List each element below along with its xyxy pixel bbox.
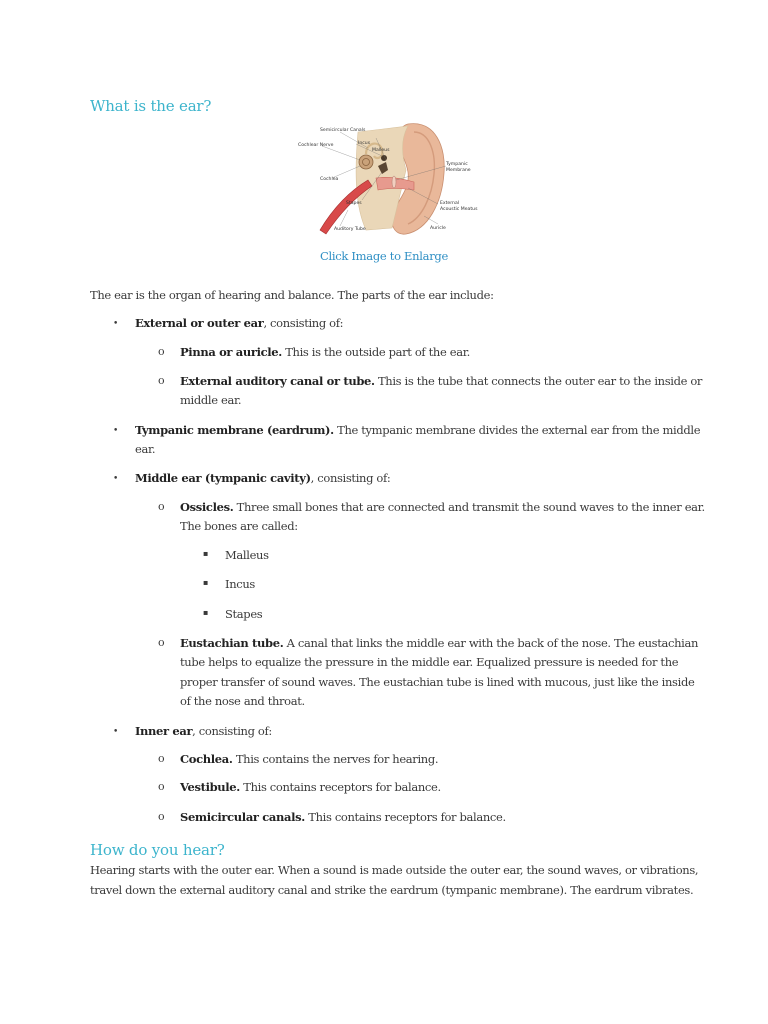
item-text: , consisting of: [263, 316, 344, 330]
square-marker: ▪ [203, 608, 209, 617]
list-item-pinna [180, 343, 470, 363]
circle-marker: o [158, 345, 165, 358]
heading-what-is-the-ear: What is the ear? [90, 97, 212, 115]
label-semicircular-canals: Semicircular Canals [320, 128, 366, 133]
item-text: This contains receptors for balance. [239, 780, 441, 794]
list-item-eustachian-tube [180, 634, 698, 654]
circle-marker: o [158, 752, 165, 765]
label-stapes: Stapes [346, 201, 362, 206]
list-item-middle-ear [135, 469, 390, 489]
ear-anatomy-image[interactable] [296, 118, 482, 236]
term-auditory-canal: External auditory canal or tube. [180, 374, 375, 388]
bullet-marker: • [113, 319, 119, 329]
list-item-external-ear [135, 314, 343, 334]
item-text: A canal that links the middle ear with the back of the nose. The eustachian [283, 636, 699, 650]
list-item-tympanic-cont: ear. [135, 442, 156, 456]
list-item-tympanic-membrane [135, 421, 700, 441]
hearing-paragraph-line-1: Hearing starts with the outer ear. When a sound is made outside the outer ear, the sound waves, or vibrations, [90, 863, 699, 877]
label-cochlear-nerve: Cochlear Nerve [298, 143, 334, 148]
intro-paragraph: The ear is the organ of hearing and balance. The parts of the ear include: [90, 288, 494, 302]
circle-marker: o [158, 374, 165, 387]
circle-marker: o [158, 810, 165, 823]
item-text: , consisting of: [192, 724, 272, 738]
label-external: External [440, 201, 460, 206]
item-text: The tympanic membrane divides the external ear from the middle [333, 423, 701, 437]
item-text: Three small bones that are connected and transmit the sound waves to the inner ear. [233, 500, 705, 514]
term-ossicles: Ossicles. [180, 500, 234, 514]
list-item-auditory-canal-cont: middle ear. [180, 393, 242, 407]
item-text: This contains receptors for balance. [304, 810, 506, 824]
term-vestibule: Vestibule. [180, 780, 240, 794]
item-text: This is the tube that connects the outer ear to the inside or [374, 374, 703, 388]
list-item-eustachian-cont-2: proper transfer of sound waves. The eustachian tube is lined with mucous, just like the inside [180, 675, 695, 689]
list-item-semicircular-canals [180, 808, 506, 828]
list-item-cochlea [180, 750, 438, 770]
term-tympanic-membrane: Tympanic membrane (eardrum). [135, 423, 334, 437]
item-text: , consisting of: [310, 471, 391, 485]
term-middle-ear: Middle ear (tympanic cavity) [135, 471, 311, 485]
list-item-incus: Incus [225, 577, 255, 591]
list-item-eustachian-cont-3: of the nose and throat. [180, 694, 305, 708]
list-item-auditory-canal [180, 372, 702, 392]
circle-marker: o [158, 500, 165, 513]
item-text: This is the outside part of the ear. [281, 345, 470, 359]
term-external-ear: External or outer ear [135, 316, 264, 330]
item-text: This contains the nerves for hearing. [232, 752, 439, 766]
list-item-vestibule [180, 778, 441, 798]
bullet-marker: • [113, 727, 119, 737]
label-auricle: Auricle [430, 226, 446, 231]
label-tympanic: Tympanic [446, 162, 468, 167]
label-incus: Incus [358, 141, 371, 146]
bullet-marker: • [113, 474, 119, 484]
list-item-stapes: Stapes [225, 607, 263, 621]
list-item-eustachian-cont-1: tube helps to equalize the pressure in the middle ear. Equalized pressure is needed for the [180, 655, 679, 669]
heading-how-do-you-hear: How do you hear? [90, 841, 225, 859]
label-cochlea: Cochlea [320, 177, 339, 182]
label-malleus: Malleus [372, 148, 390, 153]
click-to-enlarge-link[interactable]: Click Image to Enlarge [320, 249, 448, 263]
list-item-malleus: Malleus [225, 548, 269, 562]
list-item-inner-ear [135, 722, 272, 742]
term-eustachian-tube: Eustachian tube. [180, 636, 284, 650]
circle-marker: o [158, 636, 165, 649]
list-item-ossicles-cont: The bones are called: [180, 519, 298, 533]
bullet-marker: • [113, 426, 119, 436]
term-semicircular-canals: Semicircular canals. [180, 810, 305, 824]
term-inner-ear: Inner ear [135, 724, 193, 738]
list-item-ossicles [180, 498, 705, 518]
label-acoustic-meatus: Acoustic Meatus [440, 207, 478, 212]
square-marker: ▪ [203, 549, 209, 558]
circle-marker: o [158, 780, 165, 793]
term-cochlea: Cochlea. [180, 752, 233, 766]
label-auditory-tube: Auditory Tube [334, 227, 366, 232]
term-pinna: Pinna or auricle. [180, 345, 282, 359]
hearing-paragraph-line-2: travel down the external auditory canal and strike the eardrum (tympanic membrane). The eardrum vibrates. [90, 883, 694, 897]
square-marker: ▪ [203, 578, 209, 587]
label-membrane: Membrane [446, 168, 471, 173]
